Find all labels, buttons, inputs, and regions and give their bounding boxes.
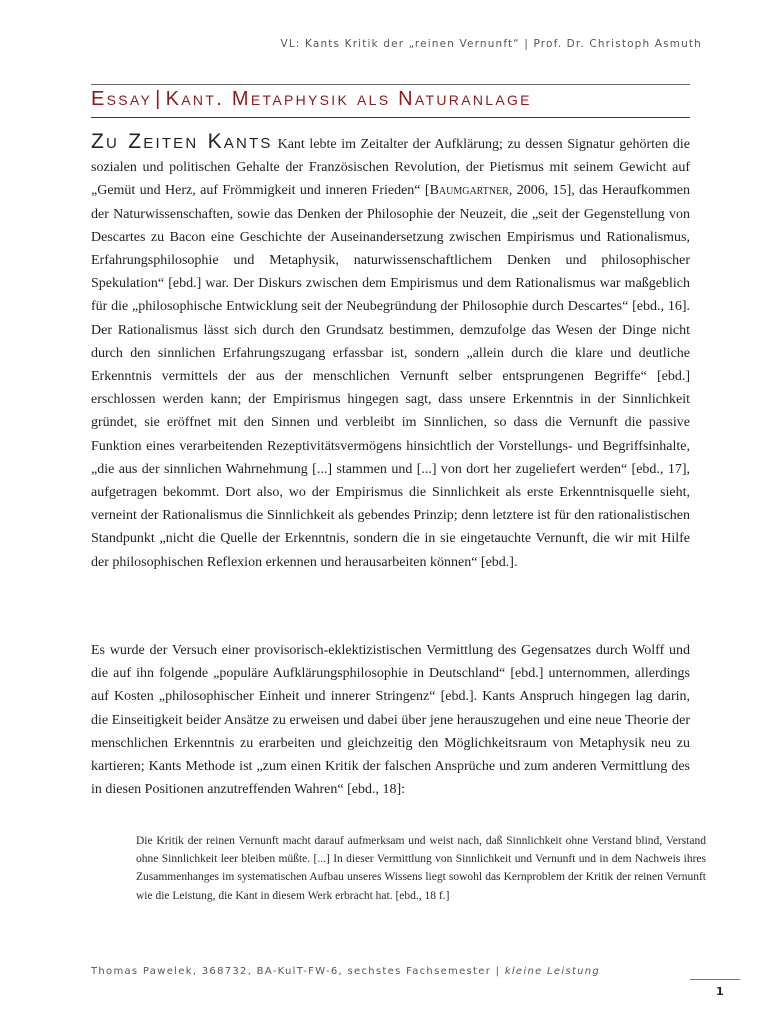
footer-author-line: Thomas Pawelek, 368732, BA-KulT-FW-6, sechstes Fachsemester | <box>91 966 505 977</box>
footer <box>91 966 600 977</box>
paragraph-1 <box>91 130 690 574</box>
footer-emphasis: kleine Leistung <box>504 966 601 977</box>
paragraph-1-text-b: , 2006, 15], das Heraufkommen der Naturwissenschaften, sowie das Denken der Philosophie der Neuzeit, die „seit der Gegenstellung von Descartes zu Bacon eine Geschichte der Auseinandersetzung zwischen Empirismus und Rationalismus, Erfahrungsphilosophie und Metaphysik, naturwissenschaftlichem Denken und philosophischer Spekulation“ [ebd.] war. Der Diskurs zwischen dem Empirismus und dem Rationalismus war maßgeblich für die „philosophische Entwicklung seit der Neubegründung der Philosophie durch Descartes“ [ebd., 16]. Der Rationalismus lässt sich durch den Grundsatz bestimmen, demzufolge das Wesen der Dinge nicht durch den sinnlichen Erfahrungszugang erfassbar ist, sondern „allein durch die klare und deutliche Erkenntnis vermittels der aus der menschlichen Vernunft selber entsprungenen Begriffe“ [ebd.] erschlossen werden kann; der Empirismus hingegen sagt, dass unsere Erkenntnis in der Sinnlichkeit gründet, sie eröffnet mit den Sinnen und verbleibt im Sinnlichen, so dass die Vernunft die passive Funktion eines verarbeitenden Rezeptivitätsvermögens hinsichtlich der Vorstellungs- und Begriffsinhalte, „die aus der sinnlichen Wahrnehmung [...] stammen und [...] von dort her zugeliefert werden“ [ebd., 17], aufgetragen bekommt. Dort also, wo der Empirismus die Sinnlichkeit als erste Erkenntnisquelle sieht, verneint der Rationalismus die Sinnlichkeit als gebendes Prinzip; denn letztere ist für den rationalistischen Standpunkt „nicht die Quelle der Erkenntnis, sondern die in sie eingetauchte Vernunft, die wir mit Hilfe der philosophischen Reflexion erkennen und herausarbeiten können“ [ebd.]. <box>91 183 691 570</box>
citation-author: Baumgartner <box>429 183 509 199</box>
title-block <box>91 84 690 118</box>
paragraph-1-text-a: Kant lebte im Zeitalter der Aufklärung; zu dessen Signatur gehörten die sozialen und politischen Gehalte der Französischen Revolution, der Pietismus mit seinem Gewicht auf „Gemüt und Herz, auf Frömmigkeit und inneren Frieden“ [ <box>91 137 690 199</box>
title-text: Kant. Metaphysik als Naturanlage <box>165 88 532 110</box>
title-label: Essay <box>91 88 153 110</box>
paragraph-2: Es wurde der Versuch einer provisorisch-eklektizistischen Vermittlung des Gegensatzes durch Wolff und die auf ihn folgende „populäre Aufklärungsphilosophie in Deutschland“ [ebd.] unternommen, allerdings auf Kosten „philosophischer Einheit und innerer Stringenz“ [ebd.]. Kants Anspruch hingegen lag darin, die Einseitigkeit beider Ansätze zu erweisen und dabei über jene herauszugehen und eine neue Theorie der menschlichen Erkenntnis zu erarbeiten und gleichzeitig den Möglichkeitsraum von Metaphysik neu zu kartieren; Kants Methode ist „zum einen Kritik der falschen Ansprüche und zum anderen Vermittlung des in diesen Positionen anzutreffenden Wahren“ [ebd., 18]: <box>91 643 690 798</box>
section-lead: Zu Zeiten Kants <box>91 130 273 153</box>
block-quote: Die Kritik der reinen Vernunft macht darauf aufmerksam und weist nach, daß Sinnlichkeit ohne Verstand blind, Verstand ohne Sinnlichkeit leer bleiben müßte. [...] In dieser Vermittlung von Sinnlichkeit und Vernunft und in dem Nachweis ihres Zusammenhanges im systematischen Aufbau unseres Wissens liegt sowohl das Kernproblem der Kritik der reinen Vernunft wie die Leistung, die Kant in diesem Werk erbracht hat. [ebd., 18 f.] <box>136 835 706 902</box>
page-title <box>91 88 532 111</box>
page-number-rule <box>690 979 740 980</box>
page-number: 1 <box>716 985 724 998</box>
title-separator: | <box>155 88 163 110</box>
running-header: VL: Kants Kritik der „reinen Vernunft“ | Prof. Dr. Christoph Asmuth <box>280 38 702 50</box>
